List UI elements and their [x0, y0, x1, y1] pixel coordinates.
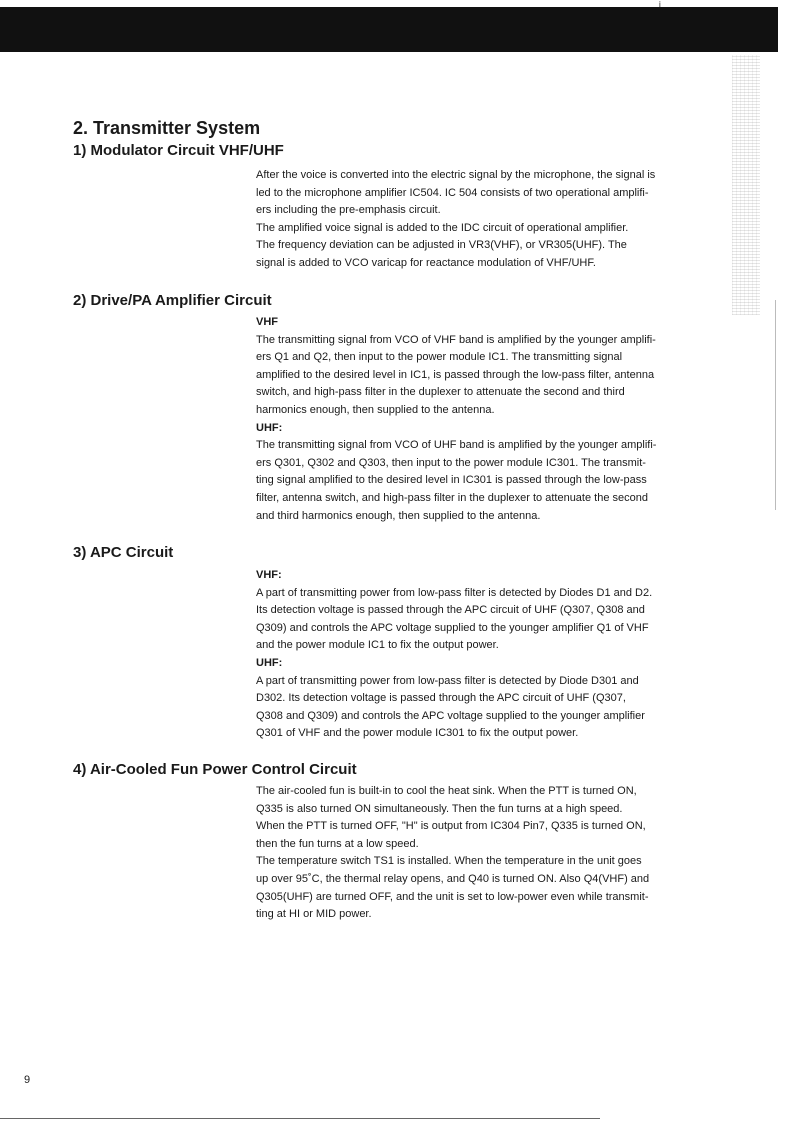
text-line: A part of transmitting power from low-pass filter is detected by Diode D301 and	[256, 674, 639, 687]
text-line: The temperature switch TS1 is installed. When the temperature in the unit goes	[256, 855, 642, 868]
text-line: and third harmonics enough, then supplied to the antenna.	[256, 509, 541, 522]
text-line: Q301 of VHF and the power module IC301 to fix the output power.	[256, 727, 579, 740]
bottom-rule	[0, 1118, 600, 1119]
subheading-uhf: UHF:	[256, 421, 283, 434]
subheading-uhf: UHF:	[256, 656, 283, 669]
text-line: then the fun turns at a low speed.	[256, 837, 419, 850]
scan-edge-noise	[732, 55, 760, 315]
text-line: Q335 is also turned ON simultaneously. Then the fun turns at a high speed.	[256, 802, 623, 815]
text-line: signal is added to VCO varicap for reactance modulation of VHF/UHF.	[256, 256, 596, 269]
text-line: Q308 and Q309) and controls the APC voltage supplied to the younger amplifier	[256, 709, 645, 722]
text-line: ers Q1 and Q2, then input to the power module IC1. The transmitting signal	[256, 351, 623, 364]
text-line: After the voice is converted into the electric signal by the microphone, the signal is	[256, 169, 656, 181]
text-line: up over 95˚C, the thermal relay opens, and Q40 is turned ON. Also Q4(VHF) and	[256, 872, 650, 885]
text-line: ting at HI or MID power.	[256, 908, 372, 921]
text-line: A part of transmitting power from low-pass filter is detected by Diodes D1 and D2.	[256, 586, 653, 599]
scan-edge-line	[775, 300, 776, 510]
text-line: The frequency deviation can be adjusted in VR3(VHF), or VR305(UHF). The	[256, 239, 627, 252]
text-line: The transmitting signal from VCO of UHF band is amplified by the younger amplifi-	[256, 439, 657, 452]
section-heading-apc: 3) APC Circuit	[73, 544, 174, 561]
text-line: Q309) and controls the APC voltage supplied to the younger amplifier Q1 of VHF	[256, 621, 649, 634]
text-line: amplified to the desired level in IC1, is passed through the low-pass filter, antenna	[256, 368, 655, 381]
section-body-apc	[256, 567, 696, 743]
text-line: switch, and high-pass filter in the duplexer to attenuate the second and third	[256, 386, 625, 399]
section-heading-modulator: 1) Modulator Circuit VHF/UHF	[73, 142, 284, 159]
page-number: 9	[24, 1074, 31, 1086]
page-title: 2. Transmitter System	[73, 118, 261, 138]
section-body-modulator	[256, 167, 696, 273]
text-line: led to the microphone amplifier IC504. IC 504 consists of two operational amplifi-	[256, 186, 649, 199]
text-line: The amplified voice signal is added to the IDC circuit of operational amplifier.	[256, 221, 629, 234]
text-line: ers including the pre-emphasis circuit.	[256, 204, 441, 217]
text-line: ting signal amplified to the desired level in IC301 is passed through the low-pass	[256, 474, 647, 487]
header-bar	[0, 7, 778, 52]
subheading-vhf: VHF:	[256, 569, 282, 581]
section-body-drive-pa	[256, 314, 696, 525]
text-line: The transmitting signal from VCO of VHF band is amplified by the younger amplifi-	[256, 333, 656, 346]
text-line: Q305(UHF) are turned OFF, and the unit is set to low-power even while transmit-	[256, 890, 649, 903]
text-line: harmonics enough, then supplied to the antenna.	[256, 403, 495, 416]
text-line: Its detection voltage is passed through the APC circuit of UHF (Q307, Q308 and	[256, 604, 645, 617]
text-line: D302. Its detection voltage is passed through the APC circuit of UHF (Q307,	[256, 692, 626, 705]
section-heading-drive-pa: 2) Drive/PA Amplifier Circuit	[73, 292, 272, 309]
subheading-vhf: VHF	[256, 316, 278, 328]
text-line: and the power module IC1 to fix the output power.	[256, 639, 499, 652]
text-line: The air-cooled fun is built-in to cool the heat sink. When the PTT is turned ON,	[256, 785, 637, 797]
section-heading-fan: 4) Air-Cooled Fun Power Control Circuit	[73, 761, 357, 778]
section-body-fan	[256, 783, 696, 924]
text-line: filter, antenna switch, and high-pass filter in the duplexer to attenuate the second	[256, 491, 648, 504]
text-line: ers Q301, Q302 and Q303, then input to the power module IC301. The transmit-	[256, 456, 646, 469]
text-line: When the PTT is turned OFF, "H" is output from IC304 Pin7, Q335 is turned ON,	[256, 820, 646, 833]
scan-mark: i	[659, 0, 661, 9]
